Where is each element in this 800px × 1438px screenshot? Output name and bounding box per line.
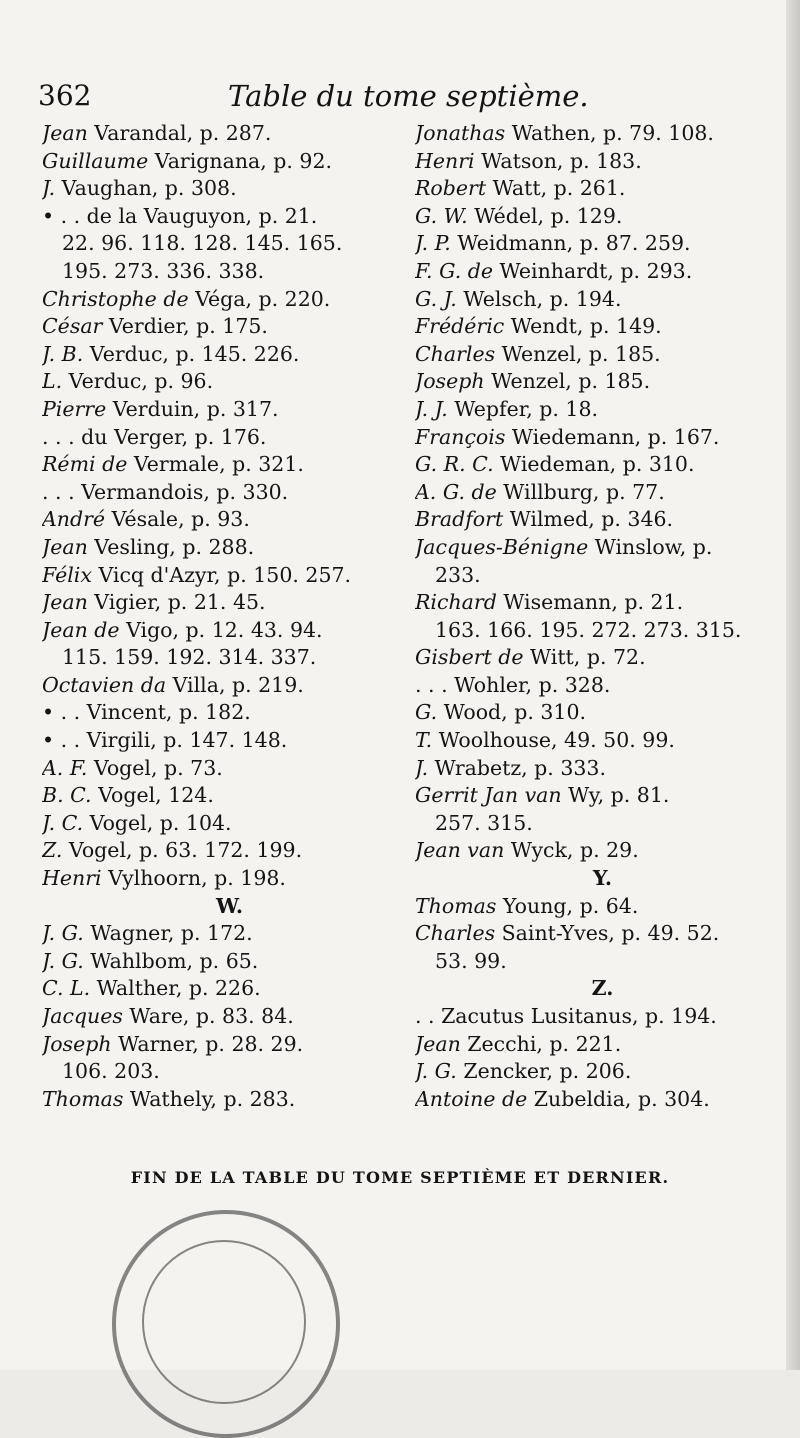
entry-text: Wendt, p. 149. bbox=[504, 314, 662, 339]
index-entry bbox=[42, 617, 417, 645]
entry-text: Verduin, p. 317. bbox=[106, 396, 279, 421]
index-entry bbox=[42, 1058, 417, 1086]
index-entry bbox=[42, 313, 417, 341]
given-name: J. J. bbox=[415, 396, 448, 421]
index-entry bbox=[415, 782, 790, 810]
index-entry bbox=[415, 1031, 790, 1059]
index-entry bbox=[42, 562, 417, 590]
given-name: Henri bbox=[42, 866, 102, 891]
index-entry bbox=[42, 1086, 417, 1114]
entry-text: Winslow, p. bbox=[588, 534, 713, 559]
entry-text: Zubeldia, p. 304. bbox=[527, 1086, 710, 1111]
entry-text: Welsch, p. 194. bbox=[456, 286, 622, 311]
index-entry bbox=[415, 258, 790, 286]
index-entry bbox=[415, 1058, 790, 1086]
page-header bbox=[38, 76, 758, 116]
index-letter-heading bbox=[415, 975, 790, 1003]
given-name: Christophe de bbox=[42, 286, 189, 311]
entry-text: Villa, p. 219. bbox=[166, 672, 304, 697]
entry-text: Wisemann, p. 21. bbox=[496, 590, 684, 615]
given-name: J. G. bbox=[42, 948, 84, 973]
index-entry bbox=[415, 672, 790, 700]
given-name: Jean de bbox=[42, 617, 120, 642]
entry-text: 257. 315. bbox=[435, 810, 533, 835]
given-name: T. bbox=[415, 728, 433, 753]
entry-text: Wy, p. 81. bbox=[561, 783, 670, 808]
index-entry bbox=[42, 837, 417, 865]
given-name: J. B. bbox=[42, 341, 84, 366]
entry-text: 233. bbox=[435, 562, 481, 587]
entry-text: 163. 166. 195. 272. 273. 315. bbox=[435, 617, 742, 642]
end-of-table-note: FIN DE LA TABLE DU TOME SEPTIÈME ET DERNIER. bbox=[130, 1168, 670, 1187]
given-name: Gerrit Jan van bbox=[415, 783, 562, 808]
index-column-left bbox=[42, 120, 417, 1113]
entry-text: Vicq d'Azyr, p. 150. 257. bbox=[91, 562, 352, 587]
index-entry bbox=[42, 1031, 417, 1059]
index-entry bbox=[415, 699, 790, 727]
index-entry bbox=[415, 617, 790, 645]
index-entry bbox=[42, 948, 417, 976]
entry-text: Vigier, p. 21. 45. bbox=[87, 590, 266, 615]
index-entry bbox=[42, 506, 417, 534]
page-number: 362 bbox=[38, 79, 92, 112]
entry-text: Wathely, p. 283. bbox=[123, 1086, 296, 1111]
index-entry bbox=[415, 120, 790, 148]
entry-text: . . Zacutus Lusitanus, p. 194. bbox=[415, 1004, 717, 1028]
index-entry bbox=[42, 451, 417, 479]
index-entry bbox=[42, 1003, 417, 1031]
index-entry bbox=[42, 148, 417, 176]
entry-text: Vigo, p. 12. 43. 94. bbox=[119, 617, 323, 642]
index-entry bbox=[42, 203, 417, 231]
index-entry bbox=[415, 479, 790, 507]
given-name: Gisbert de bbox=[415, 645, 524, 670]
index-entry bbox=[415, 451, 790, 479]
given-name: J. C. bbox=[42, 810, 84, 835]
index-entry bbox=[415, 396, 790, 424]
entry-text: Vaughan, p. 308. bbox=[55, 176, 237, 201]
entry-text: Verduc, p. 96. bbox=[62, 369, 214, 394]
entry-text: 195. 273. 336. 338. bbox=[62, 258, 265, 283]
entry-text: Wenzel, p. 185. bbox=[495, 341, 661, 366]
entry-text: Varandal, p. 287. bbox=[87, 121, 272, 145]
index-entry bbox=[415, 920, 790, 948]
index-entry bbox=[415, 1003, 790, 1031]
entry-text: Vogel, p. 63. 172. 199. bbox=[62, 838, 303, 863]
given-name: L. bbox=[42, 369, 63, 394]
entry-text: Young, p. 64. bbox=[496, 893, 639, 918]
given-name: Jean van bbox=[415, 838, 505, 863]
index-entry bbox=[42, 175, 417, 203]
index-column-right bbox=[415, 120, 790, 1113]
given-name: Guillaume bbox=[42, 148, 149, 173]
index-entry bbox=[42, 258, 417, 286]
entry-text: Woolhouse, 49. 50. 99. bbox=[432, 728, 675, 753]
given-name: Joseph bbox=[42, 1031, 112, 1056]
index-entry bbox=[415, 589, 790, 617]
entry-text: Warner, p. 28. 29. bbox=[111, 1031, 304, 1056]
given-name: Antoine de bbox=[415, 1086, 528, 1111]
index-entry bbox=[42, 230, 417, 258]
given-name: François bbox=[415, 424, 506, 449]
index-entry bbox=[42, 755, 417, 783]
index-entry bbox=[415, 230, 790, 258]
given-name: Robert bbox=[415, 176, 487, 201]
given-name: Jonathas bbox=[415, 121, 506, 145]
given-name: Jean bbox=[415, 1031, 461, 1056]
entry-text: Watson, p. 183. bbox=[474, 148, 642, 173]
library-stamp-inner-ring bbox=[142, 1240, 306, 1404]
given-name: G. W. bbox=[415, 203, 468, 228]
index-entry bbox=[42, 368, 417, 396]
index-entry bbox=[42, 672, 417, 700]
entry-text: Witt, p. 72. bbox=[523, 645, 646, 670]
given-name: F. G. de bbox=[415, 258, 493, 283]
index-letter-heading bbox=[415, 865, 790, 893]
index-entry bbox=[42, 396, 417, 424]
given-name: C. L. bbox=[42, 976, 91, 1001]
given-name: A. F. bbox=[42, 755, 88, 780]
index-entry bbox=[42, 865, 417, 893]
given-name: G. bbox=[415, 700, 438, 725]
given-name: J. P. bbox=[415, 231, 451, 256]
given-name: Thomas bbox=[415, 893, 497, 918]
given-name: Bradfort bbox=[415, 507, 504, 532]
given-name: César bbox=[42, 314, 103, 339]
entry-text: 115. 159. 192. 314. 337. bbox=[62, 645, 317, 670]
entry-text: Vermale, p. 321. bbox=[127, 452, 304, 477]
index-entry bbox=[415, 175, 790, 203]
entry-text: • . . de la Vauguyon, p. 21. bbox=[42, 203, 318, 228]
given-name: A. G. de bbox=[415, 479, 497, 504]
given-name: Joseph bbox=[415, 369, 485, 394]
entry-text: Wilmed, p. 346. bbox=[503, 507, 674, 532]
given-name: J. bbox=[415, 755, 429, 780]
given-name: Charles bbox=[415, 921, 496, 946]
given-name: Rémi de bbox=[42, 452, 128, 477]
entry-text: 53. 99. bbox=[435, 948, 507, 973]
index-entry bbox=[415, 286, 790, 314]
index-entry bbox=[42, 341, 417, 369]
entry-text: Vogel, p. 73. bbox=[87, 755, 223, 780]
entry-text: Willburg, p. 77. bbox=[496, 479, 665, 504]
index-entry bbox=[42, 727, 417, 755]
index-entry bbox=[42, 782, 417, 810]
given-name: Jean bbox=[42, 121, 88, 145]
index-entry bbox=[415, 893, 790, 921]
entry-text: Weidmann, p. 87. 259. bbox=[450, 231, 691, 256]
entry-text: Z. bbox=[591, 976, 614, 1001]
index-entry bbox=[42, 120, 417, 148]
given-name: Jacques-Bénigne bbox=[415, 534, 589, 559]
entry-text: • . . Virgili, p. 147. 148. bbox=[42, 728, 288, 753]
entry-text: Saint-Yves, p. 49. 52. bbox=[495, 921, 720, 946]
entry-text: Wiedeman, p. 310. bbox=[493, 452, 695, 477]
given-name: Frédéric bbox=[415, 314, 505, 339]
given-name: Félix bbox=[42, 562, 92, 587]
index-entry bbox=[42, 644, 417, 672]
index-entry bbox=[415, 341, 790, 369]
entry-text: Vesling, p. 288. bbox=[87, 534, 255, 559]
entry-text: • . . Vincent, p. 182. bbox=[42, 700, 251, 725]
given-name: J. bbox=[42, 176, 56, 201]
index-entry bbox=[42, 479, 417, 507]
entry-text: Walther, p. 226. bbox=[90, 976, 261, 1001]
given-name: Richard bbox=[415, 590, 497, 615]
index-entry bbox=[42, 424, 417, 452]
entry-text: Zencker, p. 206. bbox=[456, 1059, 632, 1084]
entry-text: Verduc, p. 145. 226. bbox=[83, 341, 300, 366]
index-letter-heading bbox=[42, 893, 417, 921]
given-name: André bbox=[42, 507, 106, 532]
given-name: Z. bbox=[42, 838, 63, 863]
entry-text: Wyck, p. 29. bbox=[504, 838, 639, 863]
entry-text: . . . du Verger, p. 176. bbox=[42, 424, 267, 449]
given-name: Pierre bbox=[42, 396, 107, 421]
index-entry bbox=[415, 1086, 790, 1114]
index-entry bbox=[415, 727, 790, 755]
given-name: Henri bbox=[415, 148, 475, 173]
entry-text: Vylhoorn, p. 198. bbox=[101, 866, 286, 891]
entry-text: Wédel, p. 129. bbox=[467, 203, 623, 228]
index-entry bbox=[415, 837, 790, 865]
entry-text: Wagner, p. 172. bbox=[83, 921, 253, 946]
index-entry bbox=[415, 948, 790, 976]
entry-text: W. bbox=[216, 893, 243, 918]
index-entry bbox=[42, 589, 417, 617]
entry-text: Watt, p. 261. bbox=[486, 176, 626, 201]
entry-text: Wahlbom, p. 65. bbox=[83, 948, 259, 973]
index-entry bbox=[415, 755, 790, 783]
entry-text: Ware, p. 83. 84. bbox=[122, 1004, 294, 1028]
entry-text: Wepfer, p. 18. bbox=[447, 396, 599, 421]
given-name: B. C. bbox=[42, 783, 92, 808]
given-name: J. G. bbox=[42, 921, 84, 946]
index-entry bbox=[415, 810, 790, 838]
given-name: Octavien da bbox=[42, 672, 167, 697]
entry-text: Wenzel, p. 185. bbox=[484, 369, 651, 394]
given-name: G. R. C. bbox=[415, 452, 494, 477]
given-name: Jean bbox=[42, 534, 88, 559]
index-entry bbox=[42, 975, 417, 1003]
entry-text: Vogel, 124. bbox=[91, 783, 214, 808]
entry-text: Vogel, p. 104. bbox=[83, 810, 232, 835]
index-entry bbox=[42, 810, 417, 838]
index-entry bbox=[415, 644, 790, 672]
entry-text: Zecchi, p. 221. bbox=[460, 1031, 622, 1056]
given-name: Charles bbox=[415, 341, 496, 366]
index-entry bbox=[415, 506, 790, 534]
given-name: Jean bbox=[42, 590, 88, 615]
entry-text: Weinhardt, p. 293. bbox=[493, 258, 693, 283]
index-entry bbox=[42, 920, 417, 948]
index-entry bbox=[415, 562, 790, 590]
index-entry bbox=[415, 368, 790, 396]
index-entry bbox=[42, 699, 417, 727]
index-entry bbox=[415, 424, 790, 452]
entry-text: . . . Wohler, p. 328. bbox=[415, 672, 611, 697]
entry-text: Wiedemann, p. 167. bbox=[505, 424, 720, 449]
entry-text: 106. 203. bbox=[62, 1059, 160, 1084]
library-stamp bbox=[112, 1210, 340, 1438]
entry-text: Varignana, p. 92. bbox=[148, 148, 333, 173]
running-title: Table du tome septième. bbox=[228, 79, 589, 113]
given-name: Thomas bbox=[42, 1086, 124, 1111]
entry-text: 22. 96. 118. 128. 145. 165. bbox=[62, 231, 343, 256]
entry-text: Wathen, p. 79. 108. bbox=[505, 121, 714, 145]
index-entry bbox=[415, 203, 790, 231]
entry-text: Wrabetz, p. 333. bbox=[428, 755, 606, 780]
entry-text: Verdier, p. 175. bbox=[102, 314, 268, 339]
given-name: Jacques bbox=[42, 1004, 123, 1028]
index-entry bbox=[42, 534, 417, 562]
index-entry bbox=[42, 286, 417, 314]
given-name: G. J. bbox=[415, 286, 457, 311]
entry-text: Y. bbox=[592, 866, 613, 891]
index-entry bbox=[415, 148, 790, 176]
index-entry bbox=[415, 313, 790, 341]
entry-text: Wood, p. 310. bbox=[437, 700, 587, 725]
entry-text: Véga, p. 220. bbox=[188, 286, 331, 311]
entry-text: . . . Vermandois, p. 330. bbox=[42, 479, 289, 504]
given-name: J. G. bbox=[415, 1059, 457, 1084]
index-entry bbox=[415, 534, 790, 562]
entry-text: Vésale, p. 93. bbox=[105, 507, 250, 532]
